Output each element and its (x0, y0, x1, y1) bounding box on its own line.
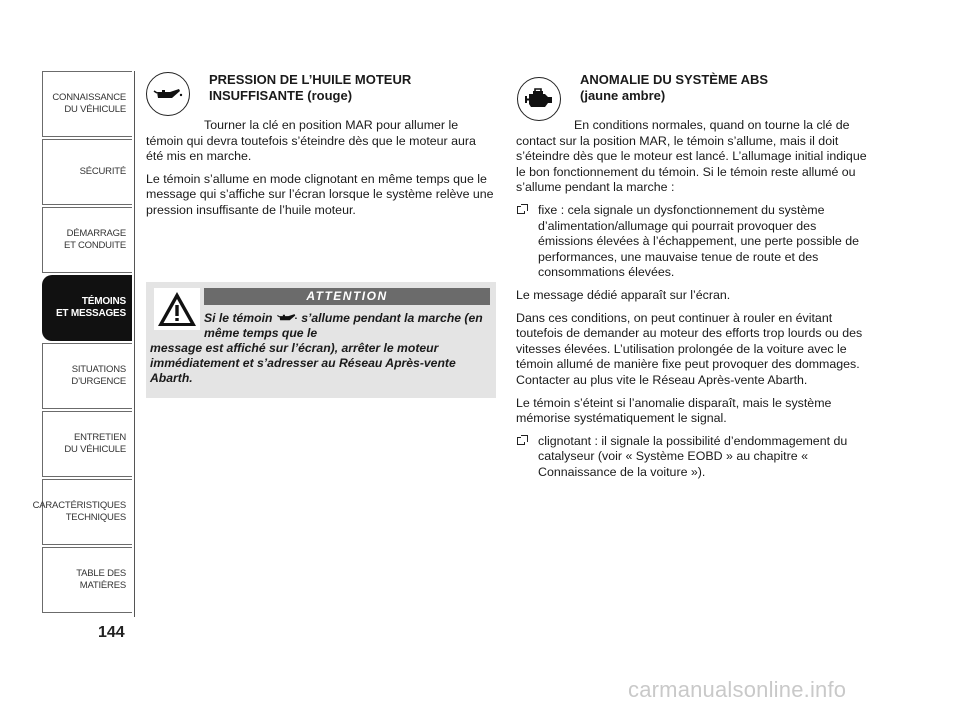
tab-connaissance-du-vehicule[interactable]: CONNAISSANCE DU VÉHICULE (42, 71, 132, 137)
abs-anomaly-heading (580, 72, 870, 104)
abs-paragraph-4: Le témoin s’éteint si l’anomalie disparaît, mais le système mémorise systématiquement le signal. (516, 395, 832, 426)
tab-situations-d-urgence[interactable]: SITUATIONS D’URGENCE (42, 343, 132, 409)
abs-bullet-clignotant: clignotant : il signale la possibilité d’endommagement du catalyseur (voir « Système EOBD » au chapitre « Connaissance de la voiture »). (516, 434, 872, 481)
tab-temoins-et-messages[interactable]: TÉMOINS ET MESSAGES (42, 275, 132, 341)
oil-pressure-paragraph-2: Le témoin s’allume en mode clignotant en même temps que le message qui s’affiche sur l’écran lorsque le système relève une pression insuffisante de l’huile moteur. (146, 171, 494, 217)
oil-pressure-color: (rouge) (307, 88, 353, 103)
tab-entretien-du-vehicule[interactable]: ENTRETIEN DU VÉHICULE (42, 411, 132, 477)
abs-anomaly-title: ANOMALIE DU SYSTÈME ABS (580, 72, 769, 87)
abs-bullet-fixe: fixe : cela signale un dysfonctionnement du système d’alimentation/allumage qui pourrait provoquer des émissions élevées à l’échappement, une perte possible de performances, une mauvaise tenue de route et des consommations élevées. (516, 203, 872, 281)
abs-paragraph-2: Le message dédié apparaît sur l’écran. (516, 287, 731, 302)
attention-text-rest: message est affiché sur l’écran), arrêter le moteur immédiatement et s’adresser au Réseau Après-vente Abarth. (150, 341, 456, 385)
tab-table-des-matieres[interactable]: TABLE DES MATIÈRES (42, 547, 132, 613)
abs-anomaly-color: (jaune ambre) (580, 88, 666, 103)
abs-paragraph-1: En conditions normales, quand on tourne la clé de contact sur la position MAR, le témoin s’allume, mais il doit s’éteindre dès que le moteur est lancé. L’allumage initial indique le bon fonctionnement du témoin. Si le témoin reste allumé ou s’allume pendant la marche : (516, 118, 867, 195)
abs-paragraph-3: Dans ces conditions, on peut continuer à rouler en évitant toutefois de demander au moteur des efforts trop lourds ou des vitesses élevées. L’utilisation prolongée de la voiture avec le témoin allumé de manière fixe peut provoquer des dommages. Contacter au plus vite le Réseau Après-vente Abarth. (516, 310, 863, 387)
tab-securite[interactable]: SÉCURITÉ (42, 139, 132, 205)
watermark: carmanualsonline.info (628, 677, 847, 702)
attention-title: ATTENTION (204, 288, 490, 305)
tab-caracteristiques-techniques[interactable]: CARACTÉRISTIQUES TECHNIQUES (42, 479, 132, 545)
checkbox-bullet-icon (517, 206, 525, 214)
page-number: 144 (98, 624, 125, 641)
oil-pressure-paragraph-1: Tourner la clé en position MAR pour allumer le témoin qui devra toutefois s’éteindre dès que le moteur aura été mis en marche. (146, 118, 476, 164)
oil-pressure-title: PRESSION DE L’HUILE MOTEUR INSUFFISANTE (209, 72, 412, 103)
attention-text (150, 311, 492, 386)
oil-pressure-heading (209, 72, 499, 104)
oil-can-icon (146, 72, 190, 116)
checkbox-bullet-icon (517, 437, 525, 445)
oil-can-icon (276, 312, 298, 323)
tab-demarrage-et-conduite[interactable]: DÉMARRAGE ET CONDUITE (42, 207, 132, 273)
engine-check-icon (517, 77, 561, 121)
attention-box (146, 282, 496, 398)
attention-text-first: s’allume pendant la marche (en même temps que le (204, 311, 483, 340)
chapter-tabs (32, 71, 135, 617)
attention-text-prefix: Si le témoin (204, 311, 273, 325)
